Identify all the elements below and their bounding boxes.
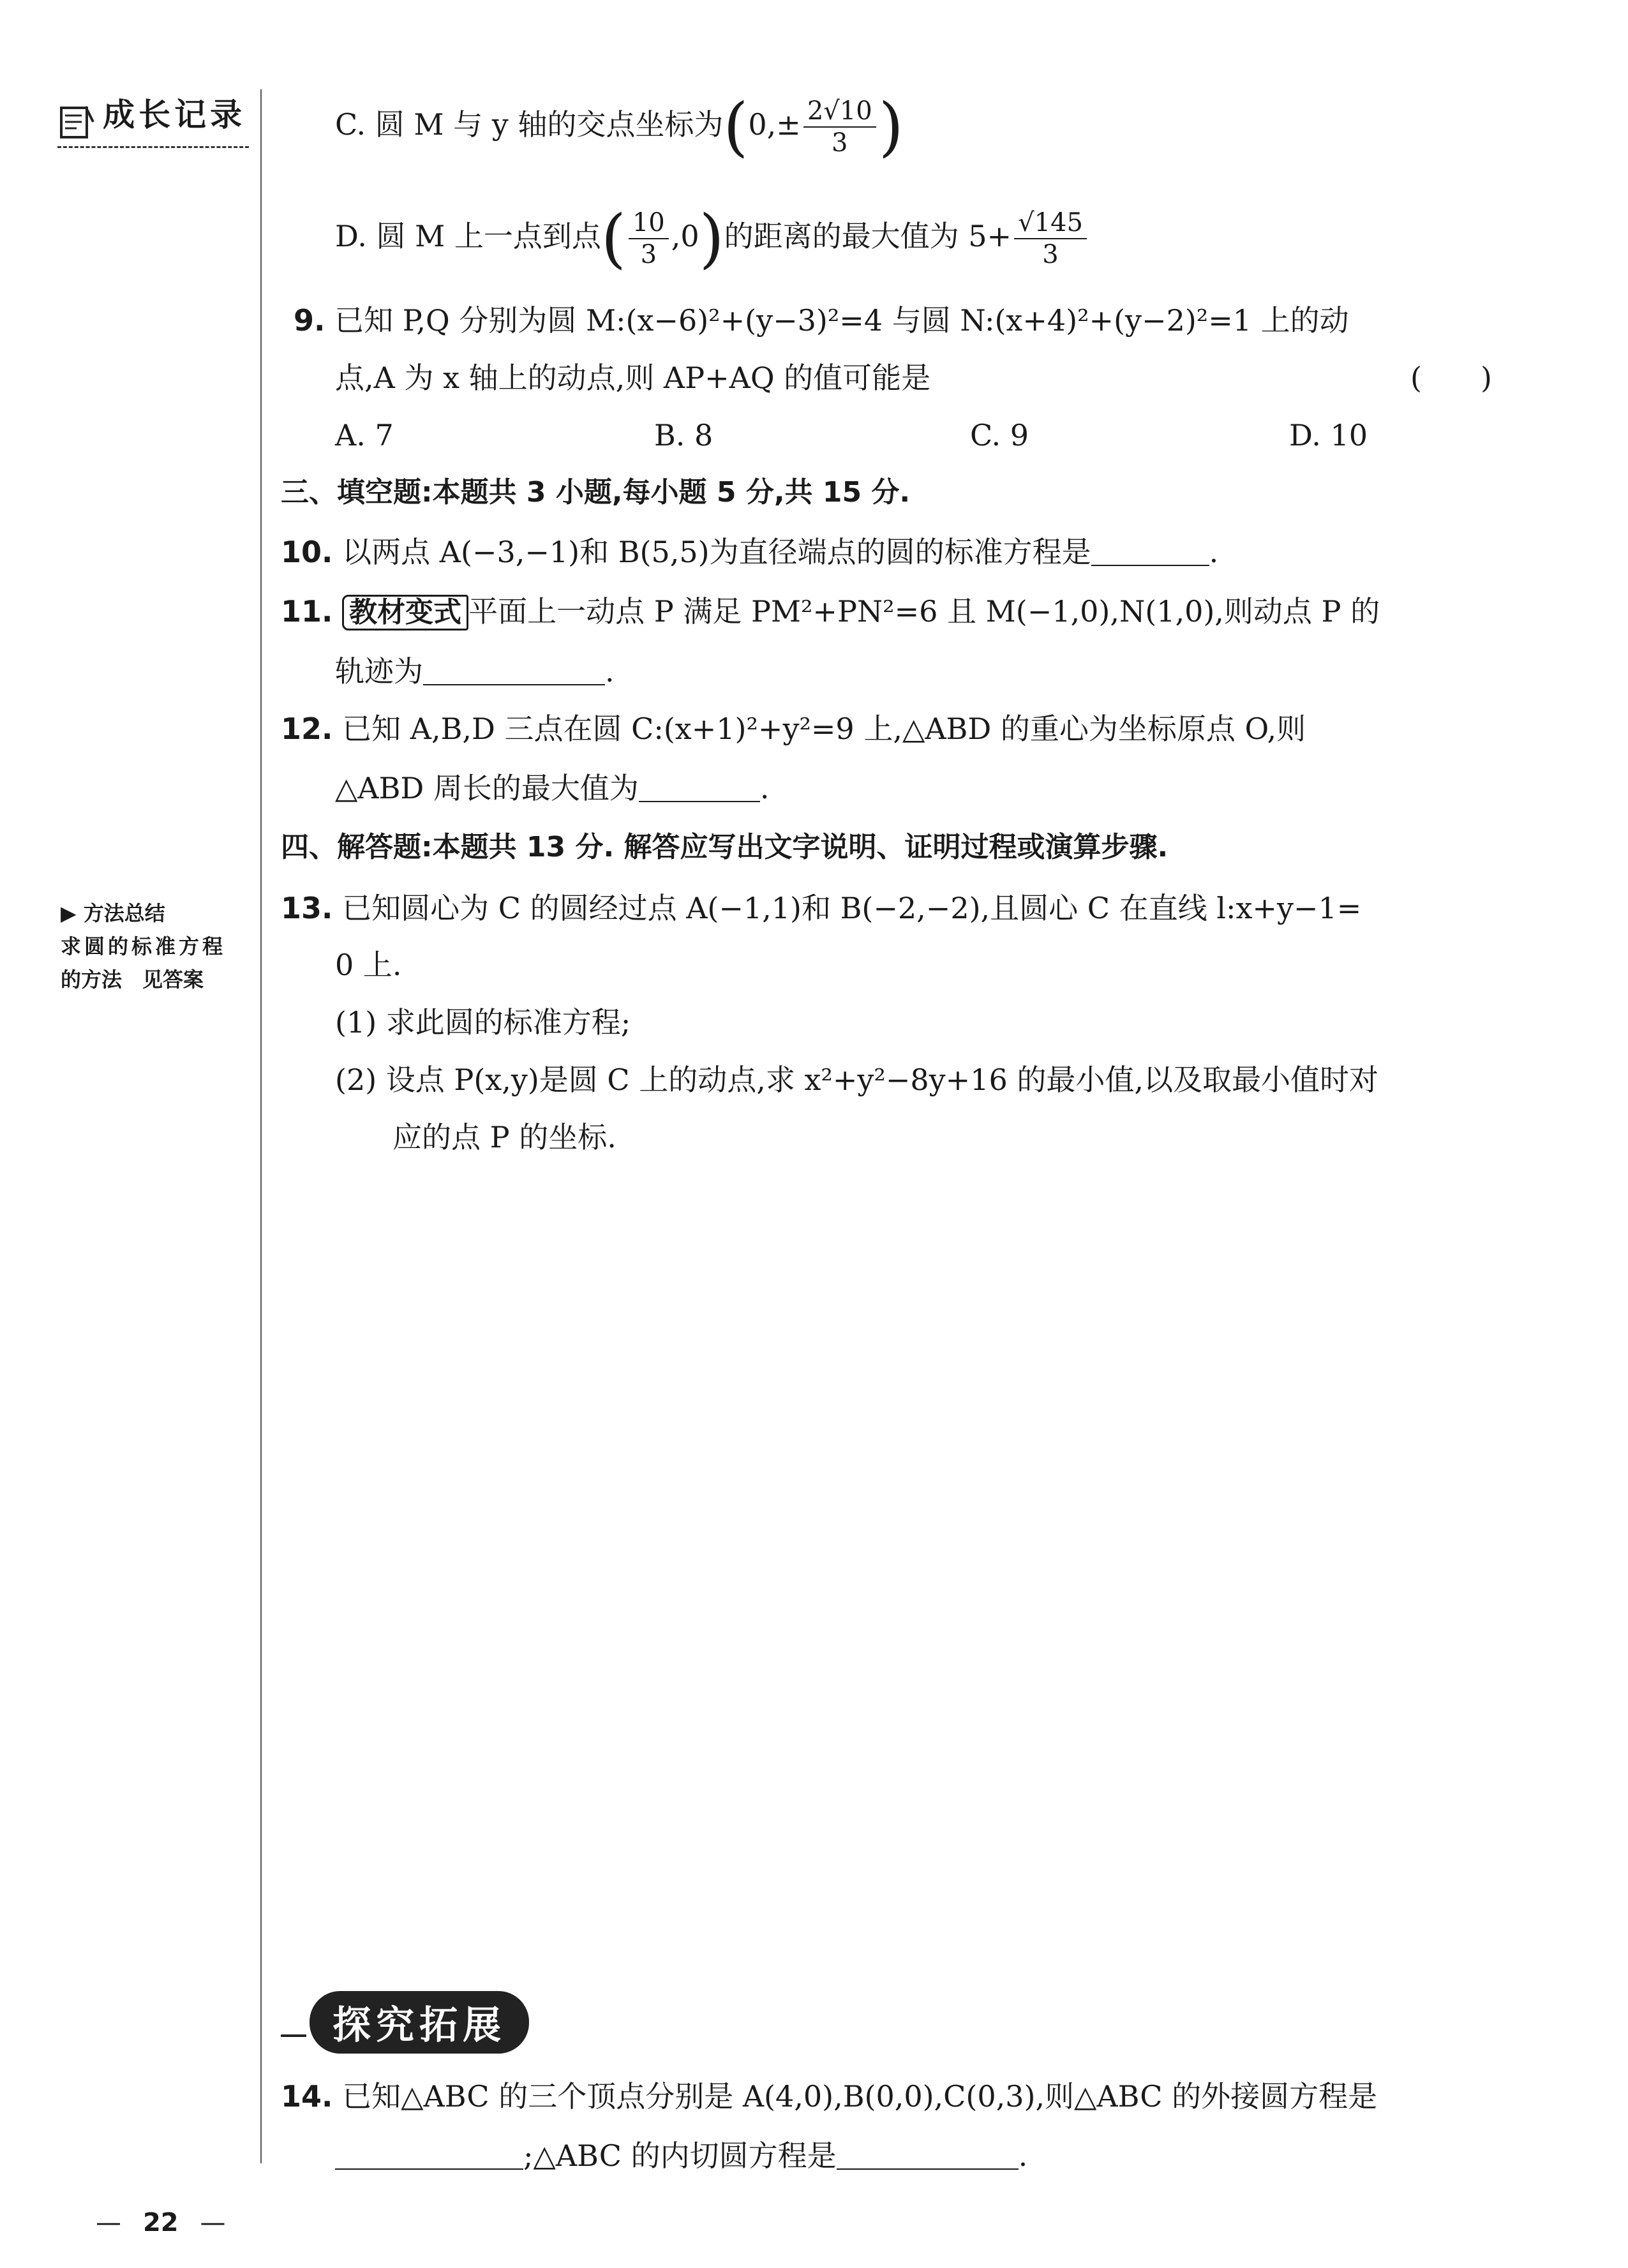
q9-option-b: B. 8 [654, 418, 713, 452]
q13-number: 13. [281, 891, 333, 925]
page-number: — 22 — [96, 2208, 226, 2237]
q10-number: 10. [281, 535, 333, 569]
section-4-heading: 四、解答题:本题共 13 分. 解答应写出文字说明、证明过程或演算步骤. [281, 831, 1169, 863]
explore-section-banner [281, 1991, 529, 2054]
q14-number: 14. [281, 2079, 333, 2114]
q8-d-denominator: 3 [640, 240, 657, 269]
q10-answer-blank[interactable] [1091, 537, 1209, 566]
q14-line-1: 14. 已知△ABC 的三个顶点分别是 A(4,0),B(0,0),C(0,3),则△ABC 的外接圆方程是 [281, 2079, 1378, 2114]
q8-option-d: D. 圆 M 上一点到点( $\frac{10}{3}$ ,0)的距离的最大值为 5+ $\frac{√145}{3}$ [335, 201, 1089, 271]
q13-part-2-line-2: 应的点 P 的坐标. [392, 1120, 616, 1154]
q10: 10. 以两点 A(−3,−1)和 B(5,5)为直径端点的圆的标准方程是 . [281, 535, 1219, 569]
q13-part-2-line-1: (2) 设点 P(x,y)是圆 C 上的动点,求 x²+y²−8y+16 的最小值,以及取最小值时对 [335, 1063, 1378, 1097]
q12-answer-blank[interactable] [639, 773, 760, 802]
q8-c-numerator: 2√10 [803, 98, 876, 128]
notebook-icon [57, 103, 96, 144]
q12-number: 12. [281, 712, 333, 746]
sidebar-logo-text: 成长记录 [103, 96, 246, 133]
explore-title: 探究拓展 [310, 1991, 529, 2054]
section-3-heading: 三、填空题:本题共 3 小题,每小题 5 分,共 15 分. [281, 476, 911, 509]
q9-option-c: C. 9 [970, 418, 1029, 452]
q11-line-1: 11. 教材变式 平面上一动点 P 满足 PM²+PN²=6 且 M(−1,0),N(1,0),则动点 P 的 [281, 592, 1380, 630]
q8-d-numerator: 10 [629, 210, 669, 239]
q9-answer-paren: ( ) [1410, 361, 1492, 395]
q9-option-d: D. 10 [1289, 418, 1368, 452]
q11-number: 11. [281, 594, 333, 629]
method-summary-note [61, 897, 226, 996]
q8-c-denominator: 3 [832, 128, 848, 158]
textbook-variant-tag: 教材变式 [342, 595, 468, 630]
sidebar-divider [260, 89, 262, 2163]
method-line-1: 求圆的标准方程 [61, 934, 227, 959]
q13-part-1: (1) 求此圆的标准方程; [335, 1005, 631, 1040]
q14-incircle-blank[interactable] [837, 2140, 1019, 2170]
arrow-right-icon: ▶ [61, 901, 77, 925]
q9-line-2: 点,A 为 x 轴上的动点,则 AP+AQ 的值可能是 [335, 361, 931, 395]
banner-rule [281, 2034, 306, 2037]
method-label: 方法总结 [83, 901, 165, 925]
q13-line-2: 0 上. [335, 948, 402, 982]
q8-d-result-denominator: 3 [1042, 240, 1059, 269]
logo-underline [57, 146, 249, 148]
q11-answer-blank[interactable] [423, 656, 605, 685]
sidebar-logo [57, 89, 249, 148]
q12-line-1: 12. 已知 A,B,D 三点在圆 C:(x+1)²+y²=9 上,△ABD 的重心为坐标原点 O,则 [281, 712, 1306, 746]
q13-line-1: 13. 已知圆心为 C 的圆经过点 A(−1,1)和 B(−2,−2),且圆心 C 在直线 l:x+y−1= [281, 891, 1362, 925]
method-line-2: 的方法 见答案 [61, 967, 204, 992]
q8-option-c: C. 圆 M 与 y 轴的交点坐标为(0,± $\frac{2√10}{3}$ ) [335, 89, 904, 164]
q9-line-1: 9. 已知 P,Q 分别为圆 M:(x−6)²+(y−3)²=4 与圆 N:(x+4)²+(y−2)²=1 上的动 [294, 303, 1349, 338]
q11-line-2: 轨迹为 . [335, 654, 615, 689]
q12-line-2: △ABD 周长的最大值为 . [335, 771, 770, 805]
q9-number: 9. [294, 303, 325, 338]
q8-d-result-numerator: √145 [1014, 210, 1087, 239]
q9-option-a: A. 7 [335, 418, 394, 452]
q14-line-2: ;△ABC 的内切圆方程是 . [335, 2137, 1027, 2175]
q14-circumcircle-blank[interactable] [335, 2140, 523, 2170]
